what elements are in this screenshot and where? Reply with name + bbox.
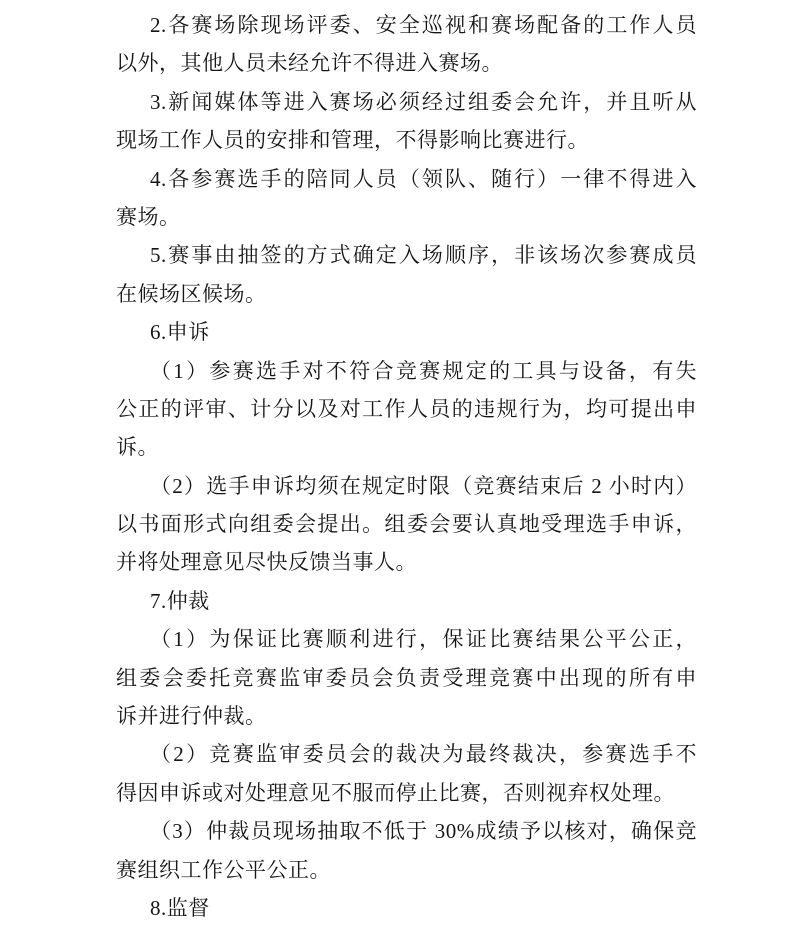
line-text: （1）为保证比赛顺利进行，保证比赛结果公平公正， — [150, 627, 697, 652]
text-line — [116, 352, 697, 390]
text-line — [116, 275, 697, 313]
text-line — [116, 659, 697, 697]
line-text: 5.赛事由抽签的方式确定入场顺序，非该场次参赛成员 — [150, 243, 697, 268]
line-text: 以书面形式向组委会提出。组委会要认真地受理选手申诉， — [116, 512, 697, 537]
text-line — [116, 889, 697, 927]
line-text: 赛场。 — [116, 204, 181, 229]
text-line — [116, 851, 697, 889]
line-text: 诉。 — [116, 435, 159, 460]
line-text: 公正的评审、计分以及对工作人员的违规行为，均可提出申 — [116, 396, 697, 421]
text-line — [116, 467, 697, 505]
text-line — [116, 735, 697, 773]
line-text: 8.监督 — [150, 895, 210, 920]
text-line — [116, 543, 697, 581]
line-text: 2.各赛场除现场评委、安全巡视和赛场配备的工作人员 — [150, 13, 697, 37]
line-text: 赛组织工作公平公正。 — [116, 857, 331, 882]
text-line — [116, 313, 697, 351]
text-line — [116, 582, 697, 620]
line-text: （1）参赛选手对不符合竞赛规定的工具与设备，有失 — [150, 358, 697, 383]
line-text: （2）选手申诉均须在规定时限（竞赛结束后 2 小时内） — [150, 473, 697, 498]
text-line — [116, 812, 697, 850]
text-line — [116, 160, 697, 198]
text-line — [116, 83, 697, 121]
line-text: （2）竞赛监审委员会的裁决为最终裁决，参赛选手不 — [150, 742, 697, 767]
text-line — [116, 428, 697, 466]
text-line — [116, 236, 697, 274]
text-line — [116, 390, 697, 428]
line-text: 4.各参赛选手的陪同人员（领队、随行）一律不得进入 — [150, 166, 697, 191]
line-text: 并将处理意见尽快反馈当事人。 — [116, 550, 417, 575]
line-text: 诉并进行仲裁。 — [116, 704, 267, 729]
line-text: 7.仲裁 — [150, 588, 210, 613]
text-line — [116, 774, 697, 812]
text-line — [116, 620, 697, 658]
line-text: 3.新闻媒体等进入赛场必须经过组委会允许，并且听从 — [150, 89, 697, 114]
text-line — [116, 198, 697, 236]
text-line — [116, 505, 697, 543]
line-text: 在候场区候场。 — [116, 281, 267, 306]
text-line — [116, 6, 697, 44]
document-text-block — [116, 0, 697, 927]
line-text: 现场工作人员的安排和管理，不得影响比赛进行。 — [116, 128, 589, 153]
line-text: 得因申诉或对处理意见不服而停止比赛，否则视弃权处理。 — [116, 780, 675, 805]
text-line — [116, 44, 697, 82]
text-line — [116, 697, 697, 735]
line-text: 组委会委托竞赛监审委员会负责受理竞赛中出现的所有申 — [116, 665, 697, 690]
line-text: 以外，其他人员未经允许不得进入赛场。 — [116, 51, 503, 76]
line-text: （3）仲裁员现场抽取不低于 30%成绩予以核对，确保竞 — [150, 819, 697, 844]
text-line — [116, 121, 697, 159]
line-text: 6.申诉 — [150, 320, 210, 345]
